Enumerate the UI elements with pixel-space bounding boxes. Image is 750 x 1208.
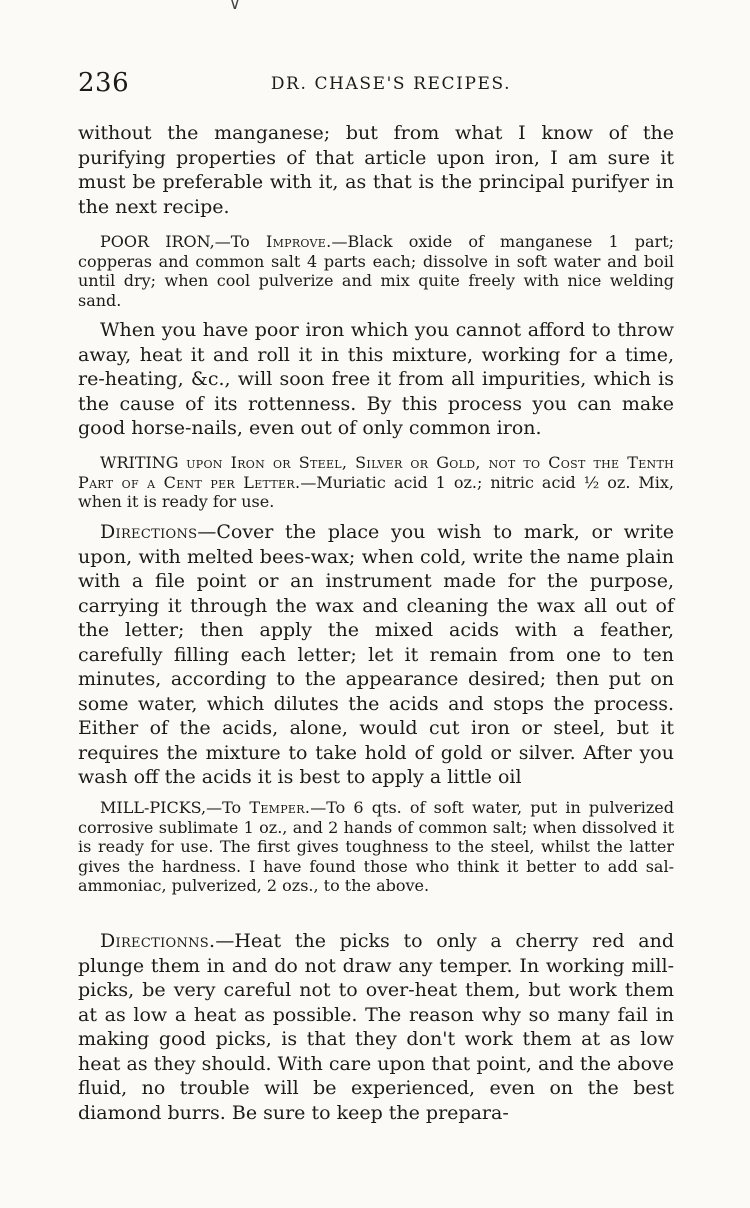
recipe-title: POOR IRON,—To (100, 232, 266, 251)
paragraph-mill-picks-directions (78, 929, 674, 1125)
paragraph-text: —Heat the picks to only a cherry red and plunge them in and do not draw any temper. In working mill-picks, be very careful not to over-heat them, but work them at as low a heat as possible. The reason why so many fail in making good picks, is that they don't work them at as low heat as they should. With care upon that point, and the above fluid, no trouble will be experienced, even on the best diamond burrs. Be sure to keep the prepara- (78, 930, 674, 1124)
directions-heading: Directionns. (100, 930, 216, 952)
recipe-title: WRITING (100, 453, 187, 472)
page-number: 236 (78, 68, 130, 98)
recipe-poor-iron (78, 232, 674, 310)
paragraph-writing-directions (78, 520, 674, 790)
directions-heading: Directions (100, 521, 198, 543)
paragraph-poor-iron-usage (78, 318, 674, 441)
recipe-mill-picks (78, 798, 674, 896)
paragraph-text: When you have poor iron which you cannot afford to throw away, heat it and roll it in this mixture, working for a time, re-heating, &c., will soon free it from all impurities, which is the cause of its rottenness. By this process you can make good horse-nails, even out of only common iron. (78, 319, 674, 439)
recipe-body: —Black oxide of manganese 1 part; copperas and common salt 4 parts each; dissolve in soft water and boil until dry; when cool pulverize and mix quite freely with nice welding sand. (78, 232, 675, 310)
page-header (78, 68, 674, 104)
paragraph-text: —Cover the place you wish to mark, or write upon, with melted bees-wax; when cold, write the name plain with a file point or an instrument made for the purpose, carrying it through the wax and cleaning the wax all out of the letter; then apply the mixed acids with a feather, carefully filling each letter; let it remain from one to ten minutes, according to the appearance desired; then put on some water, which dilutes the acids and stops the process. Either of the acids, alone, would cut iron or steel, but it requires the mixture to take hold of gold or silver. After you wash off the acids it is best to apply a little oil (78, 521, 674, 788)
top-margin-mark: ∨ (229, 0, 241, 13)
recipe-subtitle: upon Iron or Steel, Silver or Gold, not to Cost the Tenth Part of a Cent per Letter. (78, 453, 674, 492)
recipe-subtitle: Temper. (249, 798, 311, 817)
paragraph-text: without the manganese; but from what I know of the purifying properties of that article upon iron, I am sure it must be preferable with it, as that is the principal purifyer in the next recipe. (78, 122, 674, 218)
running-head: DR. CHASE'S RECIPES. (270, 74, 512, 94)
recipe-body: —Muriatic acid 1 oz.; nitric acid ½ oz. Mix, when it is ready for use. (78, 472, 675, 511)
recipe-title: MILL-PICKS,—To (100, 798, 250, 817)
paragraph-manganese-continuation (78, 121, 674, 219)
recipe-subtitle: Improve. (265, 232, 332, 251)
recipe-body: —To 6 qts. of soft water, put in pulverized corrosive sublimate 1 oz., and 2 hands of common salt; when dissolved it is ready for use. The first gives toughness to the steel, whilst the latter gives the hardness. I have found those who think it better to add sal-ammoniac, pulverized, 2 ozs., to the above. (78, 798, 675, 895)
recipe-writing-on-metal (78, 453, 674, 512)
